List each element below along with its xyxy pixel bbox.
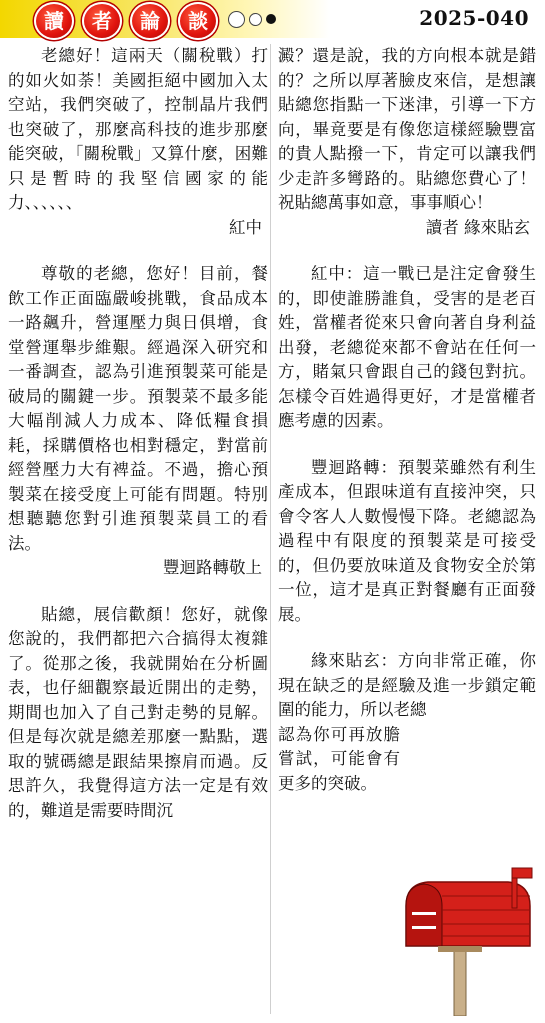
open-circle-icon: [228, 11, 245, 28]
reply-text: 緣來貼玄：方向非常正確，你現在缺乏的是經驗及進一步鎖定範圍的能力，所以老總: [278, 651, 536, 719]
letter-signature: 豐迴路轉敬上: [163, 558, 262, 577]
letter-signature: 讀者 緣來貼玄: [425, 217, 530, 237]
right-column: [278, 44, 536, 796]
letter-text-continued: 澱？還是說，我的方向根本就是錯的？之所以厚著臉皮來信，是想讓貼總您指點一下迷津，引導一下方向，畢竟要是有像您這樣經驗豐富的貴人點撥一下，肯定可以讓我們少走許多彎路的。貼總您費心了！祝貼總萬事如意，事事順心！: [278, 46, 536, 212]
filled-circle-icon: [266, 14, 276, 24]
reply-text: 紅中：這一戰已是注定會發生的，即使誰勝誰負，受害的是老百姓，當權者從來只會向著自身利益出發，老總從來都不會站在任何一方，賭氣只會跟自己的錢包對抗。怎樣令百姓過得更好，才是當權者應考慮的因素。: [278, 264, 536, 430]
letter-text: 尊敬的老總，您好！目前，餐飲工作正面臨嚴峻挑戰，食品成本一路飆升，營運壓力與日俱增，食堂營運舉步維艱。經過深入研究和一番調查，認為引進預製菜可能是破局的關鍵一步。預製菜不最多能大幅削減人力成本、降低糧食損耗，採購價格也相對穩定，對當前經營壓力大有裨益。不過，擔心預製菜在接受度上可能有問題。特別想聽聽您對引進預製菜員工的看法。: [8, 264, 268, 553]
title-badge-3: 論: [130, 2, 170, 40]
title-badge-2: 者: [82, 2, 122, 40]
decorative-dots: [228, 9, 276, 29]
letter-signature: 紅中: [229, 217, 262, 237]
issue-number: 2025-040: [419, 6, 529, 30]
title-badge-1: 讀: [34, 2, 74, 40]
reply-text: 豐迴路轉：預製菜雖然有利生產成本，但跟味道有直接沖突，只會令客人人數慢慢下降。老總認為過程中有限度的預製菜是可接受的，但仍要放味道及食物安全於第一位，這才是真正對餐廳有正面發展。: [278, 457, 536, 624]
left-column: [8, 44, 268, 823]
letter-text: 貼總，展信歡顏！您好，就像您說的，我們都把六合搞得太複雜了。從那之後，我就開始在分析圖表，也仔細觀察最近開出的走勢，期間也加入了自己對走勢的見解。但是每次就是總差那麼一點點，選取的號碼總是跟結果擦肩而過。反思許久，我覺得這方法一定是有效的，難道是需要時間沉: [8, 604, 268, 820]
title-badge-4: 談: [178, 2, 218, 40]
mailbox-icon: [398, 866, 538, 1016]
reply-text-continued: 認為你可再放膽嘗試，可能會有更多的突破。: [278, 724, 400, 793]
column-divider: [270, 44, 271, 1014]
open-circle-icon: [249, 13, 262, 26]
column-header: [0, 0, 545, 38]
letter-text: 老總好！這兩天（關稅戰）打的如火如荼！美國拒絕中國加入太空站，我們突破了，控制晶片我們也突破了，那麼高科技的進步那麼能突破，「關稅戰」又算什麼，困難只是暫時的我堅信國家的能力、、、、、、: [8, 46, 268, 212]
